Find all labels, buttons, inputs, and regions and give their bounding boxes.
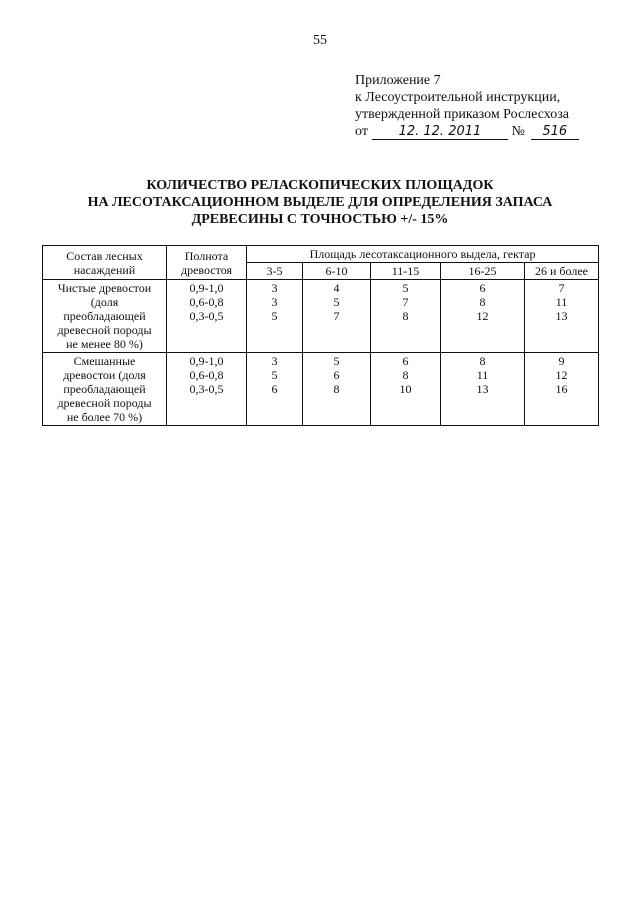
- area-3-5-cell: [247, 353, 303, 426]
- plot-count: 8: [479, 295, 486, 309]
- relascope-plots-table: [42, 245, 599, 426]
- composition-cell: [43, 353, 167, 426]
- plot-count: 5: [402, 281, 409, 295]
- density-cell: [167, 280, 247, 353]
- plot-count: 3: [271, 354, 278, 368]
- area-16-25-cell: [441, 280, 525, 353]
- density-value: 0,9-1,0: [189, 281, 224, 295]
- plot-count: 5: [333, 295, 340, 309]
- plot-count: 5: [271, 368, 278, 382]
- plot-count: 5: [271, 309, 278, 323]
- plot-count: 4: [333, 281, 340, 295]
- plot-count: 6: [333, 368, 340, 382]
- plot-count: 12: [555, 368, 568, 382]
- appendix-approval: утвержденной приказом Рослесхоза: [355, 107, 569, 122]
- appendix-block: [355, 72, 579, 140]
- header-area-col: 6-10: [303, 263, 371, 280]
- page-number: 55: [313, 33, 327, 48]
- handwritten-order-number: 516: [531, 125, 579, 140]
- plot-count: 10: [399, 382, 412, 396]
- composition-line: не более 70 %): [66, 410, 143, 424]
- plot-count: 11: [555, 295, 568, 309]
- composition-line: преобладающей: [63, 309, 146, 323]
- density-value: 0,3-0,5: [189, 382, 224, 396]
- title-line-1: КОЛИЧЕСТВО РЕЛАСКОПИЧЕСКИХ ПЛОЩАДОК: [146, 178, 494, 193]
- composition-cell: [43, 280, 167, 353]
- area-3-5-cell: [247, 280, 303, 353]
- header-area-col: 3-5: [247, 263, 303, 280]
- header-row-1: [43, 246, 599, 263]
- plot-count: 8: [479, 354, 486, 368]
- appendix-reference: к Лесоустроительной инструкции,: [355, 90, 561, 105]
- appendix-title: Приложение 7: [355, 73, 441, 88]
- title-line-2: НА ЛЕСОТАКСАЦИОННОМ ВЫДЕЛЕ ДЛЯ ОПРЕДЕЛЕНИЯ ЗАПАСА: [87, 195, 553, 210]
- composition-line: древостои (доля: [63, 368, 146, 382]
- header-area: Площадь лесотаксационного выдела, гектар: [247, 246, 599, 263]
- area-6-10-cell: [303, 353, 371, 426]
- header-area-col: 26 и более: [525, 263, 599, 280]
- table-row-mixed-stands: [43, 353, 599, 426]
- appendix-date-line: [355, 123, 579, 140]
- area-26-plus-cell: [525, 353, 599, 426]
- plot-count: 9: [558, 354, 565, 368]
- handwritten-date: 12. 12. 2011: [372, 125, 508, 140]
- plot-count: 7: [558, 281, 565, 295]
- area-11-15-cell: [371, 353, 441, 426]
- density-value: 0,6-0,8: [189, 295, 224, 309]
- header-density: Полнота древостоя: [167, 246, 247, 280]
- density-value: 0,3-0,5: [189, 309, 224, 323]
- table-row-pure-stands: [43, 280, 599, 353]
- composition-line: не менее 80 %): [66, 337, 143, 351]
- density-value: 0,9-1,0: [189, 354, 224, 368]
- plot-count: 8: [333, 382, 340, 396]
- number-label: №: [511, 124, 525, 139]
- composition-line: древесной породы: [57, 323, 152, 337]
- plot-count: 5: [333, 354, 340, 368]
- area-16-25-cell: [441, 353, 525, 426]
- plot-count: 8: [402, 309, 409, 323]
- area-11-15-cell: [371, 280, 441, 353]
- from-label: от: [355, 124, 368, 139]
- area-26-plus-cell: [525, 280, 599, 353]
- plot-count: 13: [555, 309, 568, 323]
- density-cell: [167, 353, 247, 426]
- header-area-col: 11-15: [371, 263, 441, 280]
- plot-count: 6: [479, 281, 486, 295]
- composition-line: (доля: [90, 295, 119, 309]
- header-composition: Состав лесных насаждений: [43, 246, 167, 280]
- document-title: [0, 177, 640, 228]
- plot-count: 12: [476, 309, 489, 323]
- area-6-10-cell: [303, 280, 371, 353]
- plot-count: 8: [402, 368, 409, 382]
- plot-count: 3: [271, 281, 278, 295]
- plot-count: 13: [476, 382, 489, 396]
- plot-count: 7: [402, 295, 409, 309]
- plot-count: 7: [333, 309, 340, 323]
- title-line-3: ДРЕВЕСИНЫ С ТОЧНОСТЬЮ +/- 15%: [191, 212, 449, 227]
- composition-line: Чистые древостои: [57, 281, 152, 295]
- plot-count: 16: [555, 382, 568, 396]
- composition-line: древесной породы: [57, 396, 152, 410]
- composition-line: Смешанные: [73, 354, 136, 368]
- header-area-col: 16-25: [441, 263, 525, 280]
- plot-count: 6: [271, 382, 278, 396]
- density-value: 0,6-0,8: [189, 368, 224, 382]
- plot-count: 3: [271, 295, 278, 309]
- composition-line: преобладающей: [63, 382, 146, 396]
- plot-count: 6: [402, 354, 409, 368]
- plot-count: 11: [476, 368, 489, 382]
